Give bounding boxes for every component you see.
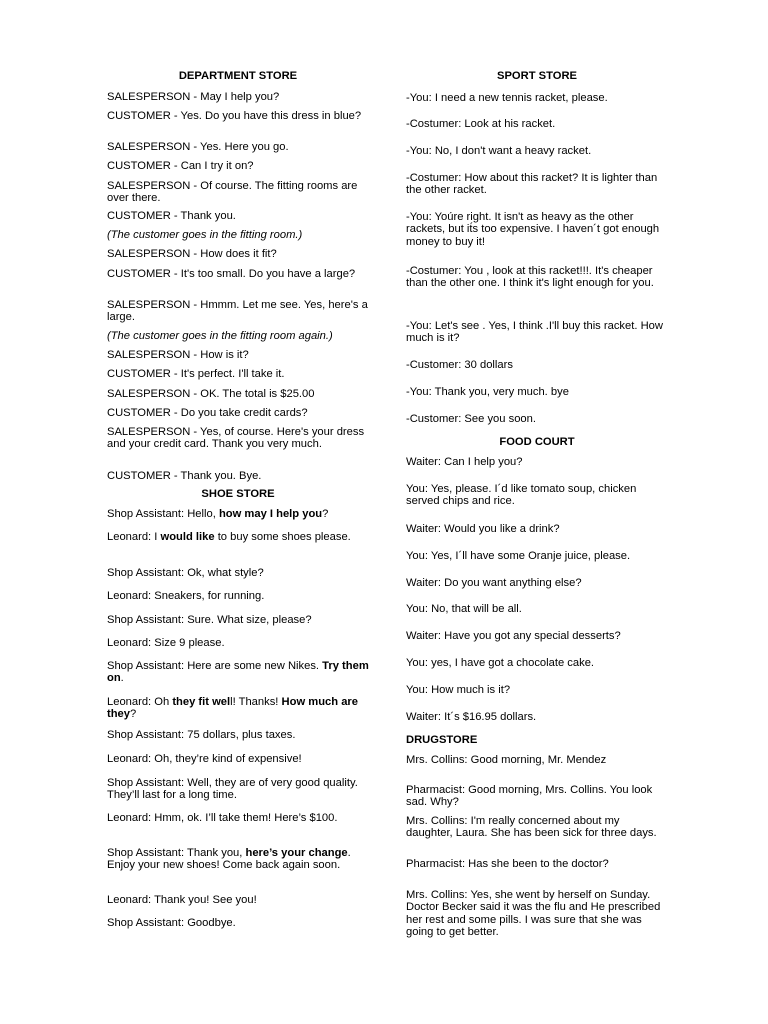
dialogue-line: You: Yes, please. I´d like tomato soup, chicken served chips and rice. <box>406 483 637 508</box>
dialogue-line: SALESPERSON - OK. The total is $25.00 <box>107 388 315 400</box>
dialogue-line: Shop Assistant: 75 dollars, plus taxes. <box>107 729 296 741</box>
dialogue-line: Leonard: Oh they fit well! Thanks! How much are they? <box>107 696 358 721</box>
dialogue-line: CUSTOMER - Do you take credit cards? <box>107 407 308 419</box>
dialogue-line: SALESPERSON - Yes. Here you go. <box>107 141 289 153</box>
dialogue-line: Leonard: I would like to buy some shoes please. <box>107 531 351 543</box>
dialogue-line: CUSTOMER - It's too small. Do you have a large? <box>107 268 356 280</box>
dialogue-line: Shop Assistant: Goodbye. <box>107 917 236 929</box>
dialogue-line: -You: Yoúre right. It isn't as heavy as the other rackets, but it́s too expensive. I haven´t got enough money to buy it! <box>406 211 660 248</box>
dialogue-line: SALESPERSON - Hmmm. Let me see. Yes, here's a large. <box>107 299 368 324</box>
dialogue-line: You: No, that will be all. <box>406 603 522 615</box>
department-store-heading: DEPARTMENT STORE <box>178 70 298 82</box>
dialogue-line: Waiter: Would you like a drink? <box>406 523 560 535</box>
dialogue-line: SALESPERSON - Yes, of course. Here's your dress and your credit card. Thank you very much. <box>107 426 365 451</box>
dialogue-line: Shop Assistant: Well, they are of very good quality. They’ll last for a long time. <box>107 777 358 802</box>
dialogue-line: -Customer: 30 dollars <box>406 359 513 371</box>
dialogue-line: SALESPERSON - How is it? <box>107 349 249 361</box>
dialogue-line: Leonard: Oh, they’re kind of expensive! <box>107 753 302 765</box>
dialogue-line: Waiter: Have you got any special desserts? <box>406 630 621 642</box>
dialogue-line: -Costumer: Look at his racket. <box>406 118 556 130</box>
dialogue-line: CUSTOMER - Yes. Do you have this dress in blue? <box>107 110 362 122</box>
dialogue-line: Waiter: Can I help you? <box>406 456 523 468</box>
dialogue-line: Leonard: Size 9 please. <box>107 637 225 649</box>
dialogue-line: SALESPERSON - Of course. The fitting rooms are over there. <box>107 180 358 205</box>
dialogue-line: -You: Let's see . Yes, I think .I'll buy this racket. How much is it? <box>406 320 663 345</box>
dialogue-line: CUSTOMER - Thank you. <box>107 210 236 222</box>
dialogue-line: Mrs. Collins: I'm really concerned about my daughter, Laura. She has been sick for three days. <box>406 815 657 840</box>
dialogue-line: Pharmacist: Has she been to the doctor? <box>406 858 609 870</box>
dialogue-line: -You: Thank you, very much. bye <box>406 386 569 398</box>
dialogue-line: Shop Assistant: Sure. What size, please? <box>107 614 312 626</box>
dialogue-line: Mrs. Collins: Yes, she went by herself on Sunday. Doctor Becker said it was the flu and He prescribed her rest and some pills. I was sure that she was going to get better. <box>406 889 661 939</box>
dialogue-line: -You: No, I don't want a heavy racket. <box>406 145 592 157</box>
dialogue-line: Leonard: Hmm, ok. I’ll take them! Here’s $100. <box>107 812 338 824</box>
stage-direction: (The customer goes in the fitting room.) <box>107 229 303 241</box>
dialogue-line: CUSTOMER - Thank you. Bye. <box>107 470 262 482</box>
dialogue-line: You: How much is it? <box>406 684 511 696</box>
dialogue-line: Shop Assistant: Here are some new Nikes. Try them on. <box>107 660 369 685</box>
shoe-store-heading: SHOE STORE <box>201 488 275 500</box>
dialogue-line: Shop Assistant: Hello, how may I help you? <box>107 508 329 520</box>
dialogue-line: Waiter: Do you want anything else? <box>406 577 582 589</box>
dialogue-line: -Customer: See you soon. <box>406 413 536 425</box>
dialogue-line: You: Yes, I´ll have some Oranje juice, please. <box>406 550 631 562</box>
dialogue-line: Shop Assistant: Ok, what style? <box>107 567 264 579</box>
dialogue-line: CUSTOMER - It's perfect. I'll take it. <box>107 368 285 380</box>
dialogue-line: SALESPERSON - May I help you? <box>107 91 280 103</box>
dialogue-line: Leonard: Sneakers, for running. <box>107 590 265 602</box>
dialogue-line: Pharmacist: Good morning, Mrs. Collins. You look sad. Why? <box>406 784 653 809</box>
food-court-heading: FOOD COURT <box>499 436 575 448</box>
dialogue-line: CUSTOMER - Can I try it on? <box>107 160 254 172</box>
dialogue-line: You: yes, I have got a chocolate cake. <box>406 657 595 669</box>
dialogue-line: -You: I need a new tennis racket, please. <box>406 92 608 104</box>
stage-direction: (The customer goes in the fitting room again.) <box>107 330 333 342</box>
dialogue-line: Shop Assistant: Thank you, here’s your change. Enjoy your new shoes! Come back again soon. <box>107 847 351 872</box>
dialogue-line: Leonard: Thank you! See you! <box>107 894 257 906</box>
dialogue-line: Mrs. Collins: Good morning, Mr. Mendez <box>406 754 607 766</box>
drugstore-heading: DRUGSTORE <box>406 734 478 746</box>
dialogue-line: Waiter: It´s $16.95 dollars. <box>406 711 537 723</box>
dialogue-line: -Costumer: You , look at this racket!!!. It's cheaper than the other one. I think it's light enough for you. <box>406 265 654 290</box>
dialogue-line: -Costumer: How about this racket? It is lighter than the other racket. <box>406 172 658 197</box>
sport-store-heading: SPORT STORE <box>497 70 577 82</box>
dialogue-line: SALESPERSON - How does it fit? <box>107 248 277 260</box>
